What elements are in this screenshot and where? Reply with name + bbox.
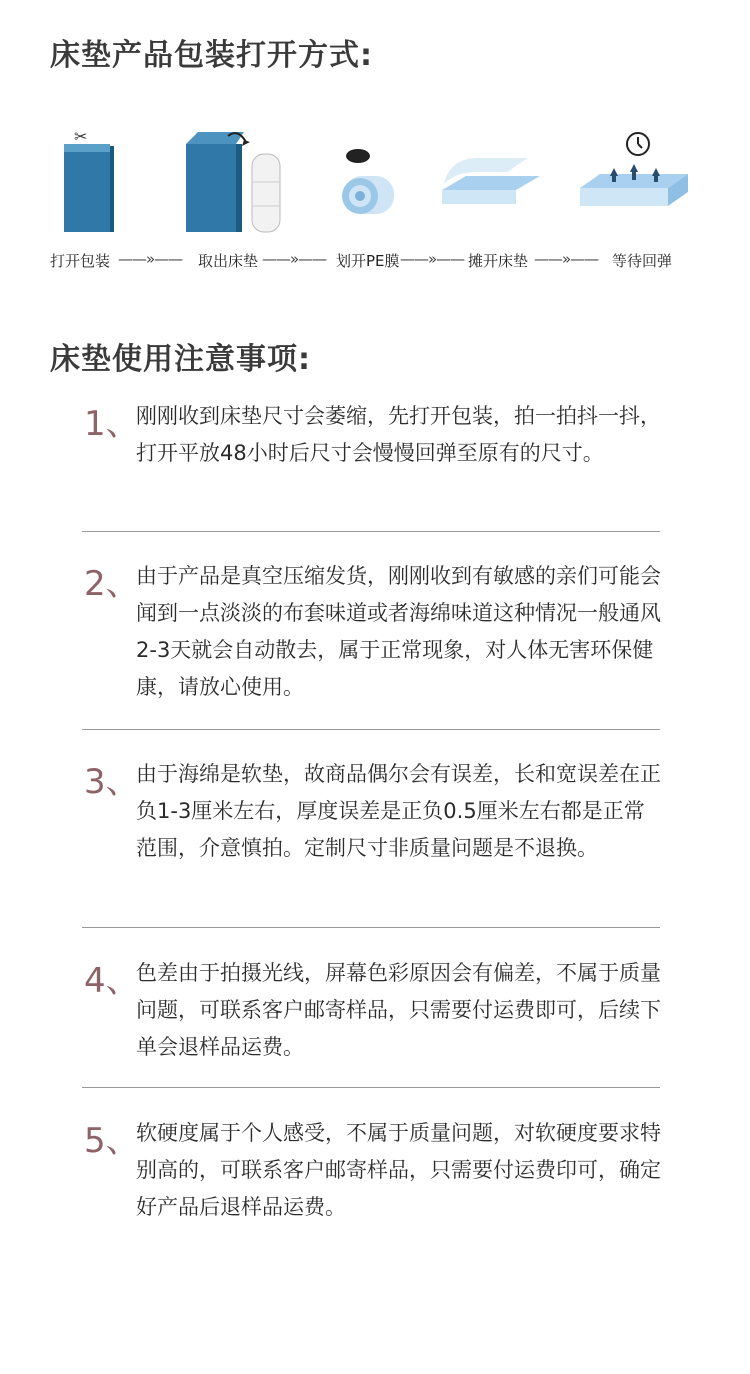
step-arrow: ——»—— [400,250,465,268]
note-number: 5、 [84,1121,140,1161]
note-item [84,756,664,867]
note-number: 1、 [84,404,140,444]
divider [82,1087,660,1088]
step-label-wait: 等待回弹 [612,252,673,270]
take-out-mattress-icon [178,126,288,238]
divider [82,729,660,730]
step-arrow: ——»—— [118,250,183,268]
unpacking-steps [40,120,720,280]
note-text: 软硬度属于个人感受，不属于质量问题，对软硬度要求特别高的，可联系客户邮寄样品，只需要付运费印可，确定好产品后退样品运费。 [136,1121,661,1219]
step-label-open: 打开包装 [50,252,111,270]
note-item [84,398,664,472]
note-text: 由于海绵是软垫，故商品偶尔会有误差，长和宽误差在正负1-3厘米左右，厚度误差是正负0.5厘米左右都是正常范围，介意慎拍。定制尺寸非质量问题是不退换。 [136,762,661,860]
note-number: 4、 [84,961,140,1001]
step-label-cut-film: 划开PE膜 [336,252,400,270]
step-arrow: ——»—— [534,250,599,268]
step-label-unroll: 摊开床垫 [468,252,529,270]
note-item [84,1115,664,1226]
wait-rebound-icon [576,128,696,228]
note-number: 2、 [84,564,140,604]
note-item [84,955,664,1066]
section-title-open: 床垫产品包装打开方式: [50,38,373,73]
step-arrow: ——»—— [262,250,327,268]
note-item [84,558,664,706]
divider [82,531,660,532]
note-number: 3、 [84,762,140,802]
divider [82,927,660,928]
open-box-icon [56,128,116,238]
unroll-mattress-icon [436,154,546,224]
section-title-notes: 床垫使用注意事项: [50,342,311,377]
roll-film-icon [336,144,406,224]
note-text: 由于产品是真空压缩发货，刚刚收到有敏感的亲们可能会闻到一点淡淡的布套味道或者海绵味道这种情况一般通风2-3天就会自动散去，属于正常现象，对人体无害环保健康，请放心使用。 [136,564,661,699]
note-text: 刚刚收到床垫尺寸会萎缩，先打开包装，拍一拍抖一抖，打开平放48小时后尺寸会慢慢回弹至原有的尺寸。 [136,404,661,465]
note-text: 色差由于拍摄光线，屏幕色彩原因会有偏差，不属于质量问题，可联系客户邮寄样品，只需要付运费即可，后续下单会退样品运费。 [136,961,661,1059]
svg-text:✂: ✂ [74,128,88,146]
step-label-take-out: 取出床垫 [198,252,259,270]
